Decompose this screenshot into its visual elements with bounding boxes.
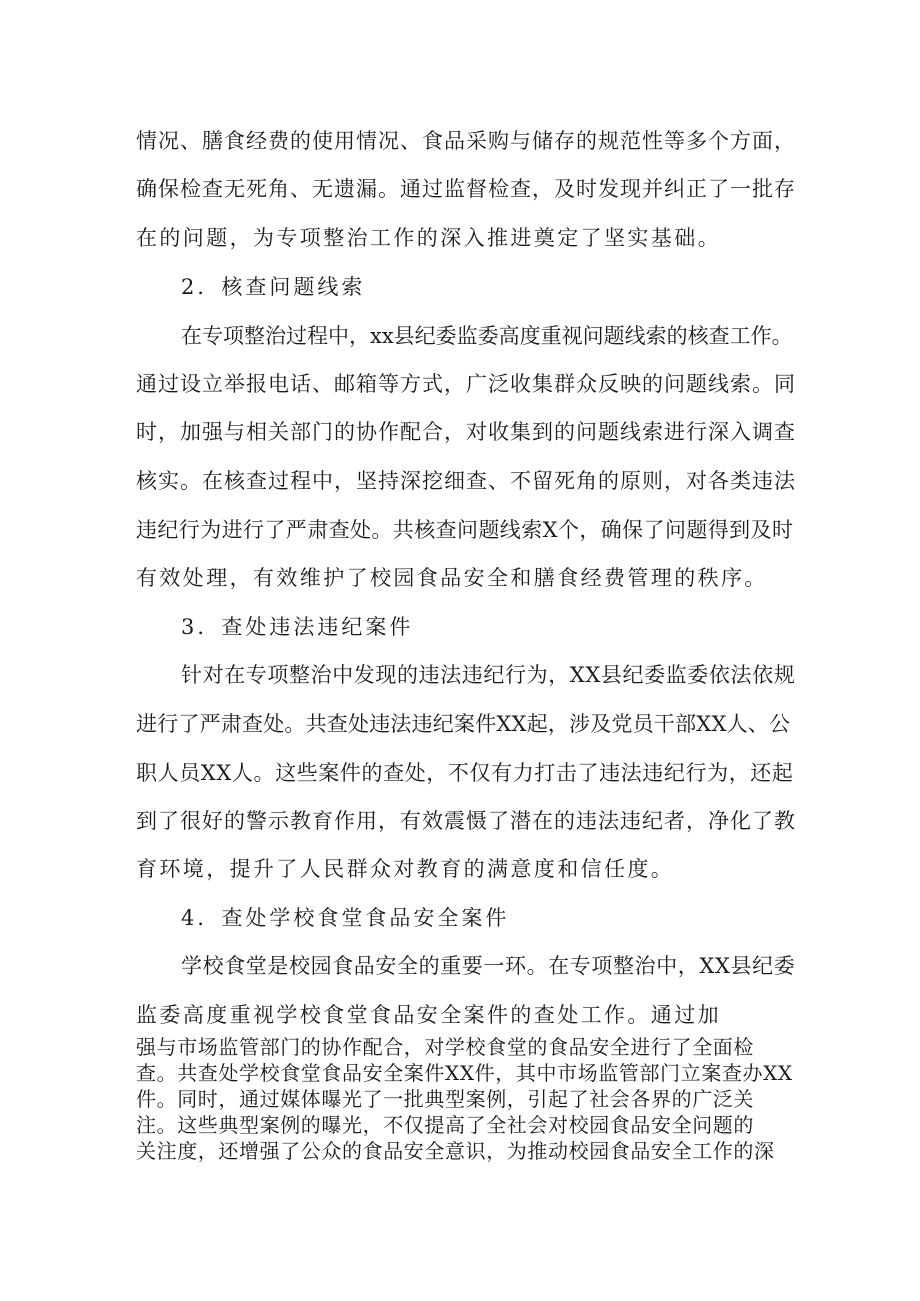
paragraph-line: 情况、膳食经费的使用情况、食品采购与储存的规范性等多个方面， [136, 129, 796, 153]
paragraph-line: 确保检查无死角、无遗漏。通过监督检查，及时发现并纠正了一批存 [136, 177, 796, 201]
paragraph-line: 针对在专项整治中发现的违法违纪行为，XX县纪委监委依法依规 [181, 663, 796, 687]
paragraph-line: 时，加强与相关部门的协作配合，对收集到的问题线索进行深入调查 [136, 420, 796, 444]
paragraph-line: 有效处理，有效维护了校园食品安全和膳食经费管理的秩序。 [136, 566, 768, 590]
paragraph-line: 育环境，提升了人民群众对教育的满意度和信任度。 [136, 857, 675, 881]
paragraph-line: 关注度，还增强了公众的食品安全意识，为推动校园食品安全工作的深 [136, 1139, 775, 1163]
paragraph-line: 违纪行为进行了严肃查处。共核查问题线索X个，确保了问题得到及时 [136, 518, 794, 542]
paragraph-line: 查。共查处学校食堂食品安全案件XX件，其中市场监管部门立案查办XX [136, 1061, 793, 1085]
paragraph-line: 到了很好的警示教育作用，有效震慑了潜在的违法违纪者，净化了教 [136, 809, 796, 833]
paragraph-line: 强与市场监管部门的协作配合，对学校食堂的食品安全进行了全面检 [136, 1035, 754, 1059]
paragraph-line: 进行了严肃查处。共查处违法违纪案件XX起，涉及党员干部XX人、公 [136, 712, 791, 736]
paragraph-line: 学校食堂是校园食品安全的重要一环。在专项整治中，XX县纪委 [181, 954, 796, 978]
section-heading: 2．核查问题线索 [181, 275, 366, 299]
paragraph-line: 在的问题，为专项整治工作的深入推进奠定了坚实基础。 [136, 226, 721, 250]
paragraph-line: 注。这些典型案例的曝光，不仅提高了全社会对校园食品安全问题的 [136, 1113, 754, 1137]
paragraph-line: 在专项整治过程中，xx县纪委监委高度重视问题线索的核查工作。 [181, 324, 793, 348]
paragraph-line: 监委高度重视学校食堂食品安全案件的查处工作。通过加 [136, 1003, 721, 1027]
paragraph-line: 职人员XX人。这些案件的查处，不仅有力打击了违法违纪行为，还起 [136, 761, 794, 785]
paragraph-line: 件。同时，通过媒体曝光了一批典型案例，引起了社会各界的广泛关 [136, 1087, 754, 1111]
section-heading: 4．查处学校食堂食品安全案件 [181, 906, 510, 930]
paragraph-line: 通过设立举报电话、邮箱等方式，广泛收集群众反映的问题线索。同 [136, 372, 796, 396]
section-heading: 3．查处违法违纪案件 [181, 615, 414, 639]
paragraph-line: 核实。在核查过程中，坚持深挖细查、不留死角的原则，对各类违法 [136, 469, 796, 493]
